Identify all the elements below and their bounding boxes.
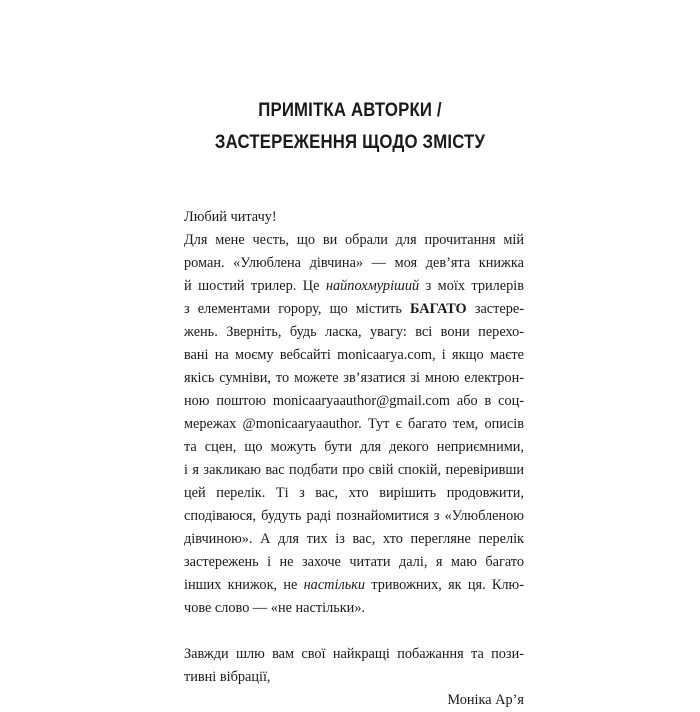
text-line: якісь сумніви, то можете зв’язатися зі мною електрон-	[184, 370, 524, 386]
italic-emphasis: найпохмуріший	[325, 278, 420, 294]
text-line: ною поштою monicaaryaauthor@gmail.com або в соц-	[184, 393, 524, 409]
closing-line: Завжди шлю вам свої найкращі побажання та пози-	[184, 646, 524, 662]
text-line: Для мене честь, що ви обрали для прочитання мій	[184, 232, 524, 248]
page-heading	[49, 94, 651, 158]
text-line: роман. «Улюблена дівчина» — моя дев’ята книжка	[184, 255, 524, 271]
heading-line-1: ПРИМІТКА АВТОРКИ /	[258, 99, 442, 121]
text-line: жень. Зверніть, будь ласка, увагу: всі вони перехо-	[184, 324, 524, 340]
bold-emphasis: БАГАТО	[410, 301, 467, 317]
text-line: сподіваюся, будуть раді познайомитися з «Улюбленою	[184, 508, 524, 524]
text-segment: тривожних, як ця. Клю-	[365, 577, 524, 593]
author-note-text	[184, 206, 524, 712]
text-line: дівчиною». А для тих із вас, хто перегляне перелік	[184, 531, 524, 547]
text-line	[184, 275, 524, 298]
text-line: цей перелік. Ті з вас, хто вирішить продовжити,	[184, 485, 524, 501]
text-line: та сцен, що можуть бути для декого неприємними,	[184, 439, 524, 455]
text-line: мережах @monicaaryaauthor. Тут є багато тем, описів	[184, 416, 524, 432]
text-segment: й шостий трилер. Це	[184, 278, 326, 294]
text-segment: з моїх трилерів	[419, 278, 525, 294]
text-segment: з елементами горору, що містить	[184, 301, 411, 317]
italic-emphasis: настільки	[303, 577, 366, 593]
heading-line-2: ЗАСТЕРЕЖЕННЯ ЩОДО ЗМІСТУ	[214, 131, 486, 153]
text-line: вані на моєму вебсайті monicaarya.com, і якщо маєте	[184, 347, 524, 363]
text-line: чове слово — «не настільки».	[184, 600, 366, 616]
text-segment: інших книжок, не	[184, 577, 304, 593]
text-line: і я закликаю вас подбати про свій спокій, перевіривши	[184, 462, 524, 478]
paragraph-gap	[184, 620, 524, 643]
author-signature: Моніка Ар’я	[447, 692, 524, 708]
closing-line: тивні вібрації,	[184, 669, 271, 685]
text-line	[184, 574, 524, 597]
text-line: застережень і не захоче читати далі, я маю багато	[184, 554, 524, 570]
greeting-line: Любий читачу!	[184, 209, 277, 225]
text-segment: застере-	[466, 301, 525, 317]
text-line	[184, 298, 524, 321]
